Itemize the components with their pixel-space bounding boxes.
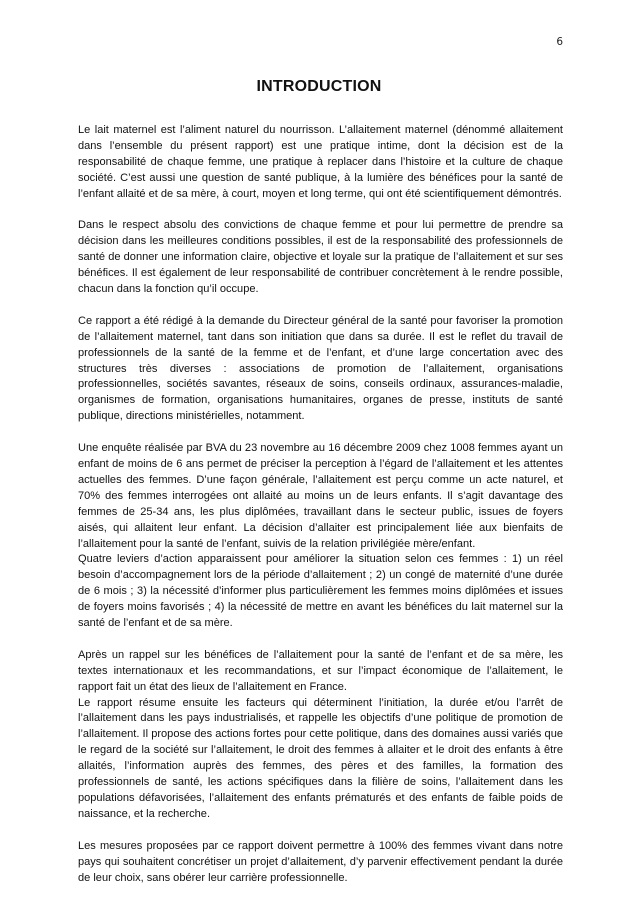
paragraph-rappel: Après un rappel sur les bénéfices de l’allaitement pour la santé de l’enfant et de sa mère, les textes internationaux et les recommandations, et sur l’impact économique de l’allaitement, le rapport fait un état des lieux de l’allaitement en France.	[78, 648, 563, 693]
paragraph-rapport: Ce rapport a été rédigé à la demande du Directeur général de la santé pour favoriser la promotion de l’allaitement maternel, tant dans son initiation que dans sa durée. Il est le reflet du travail de professionnels de la santé de la femme et de l’enfant, et d’une large concertation avec des structures très diverses : associations de promotion de l’allaitement, organisations professionnelles, sociétés savantes, réseaux de soins, conseils ordinaux, assurances-maladie, organismes de formation, organisations humanitaires, organes de presse, instituts de santé publique, directions ministérielles, notamment.	[78, 314, 563, 423]
body-text	[78, 123, 563, 886]
paragraph-intro: Le lait maternel est l’aliment naturel du nourrisson. L’allaitement maternel (dénommé allaitement dans l’ensemble du présent rapport) est une pratique intime, dont la décision est de la responsabilité de chaque femme, une pratique à replacer dans l’histoire et la culture de chaque société. C’est aussi une question de santé publique, à la lumière des bénéfices pour la santé de l’enfant allaité et de sa mère, à court, moyen et long terme, qui ont été scientifiquement démontrés.	[78, 124, 563, 200]
paragraph-leviers: Quatre leviers d’action apparaissent pour améliorer la situation selon ces femmes : 1) un réel besoin d’accompagnement lors de la période d’allaitement ; 2) un congé de maternité d’une durée de 6 mois ; 3) la nécessité d’informer plus particulièrement les femmes moins diplômées et issues de foyers moins favorisés ; 4) la nécessité de mettre en avant les bénéfices du lait maternel sur la santé de l’enfant et de sa mère.	[78, 553, 563, 630]
paragraph-enquete: Une enquête réalisée par BVA du 23 novembre au 16 décembre 2009 chez 1008 femmes ayant un enfant de moins de 6 ans permet de préciser la perception à l’égard de l’allaitement et les attentes actuelles des femmes. D’une façon générale, l’allaitement est perçu comme un acte naturel, et 70% des femmes interrogées ont allaité au moins un de leurs enfants. Il s’agit davantage des femmes de 25-34 ans, les plus diplômées, travaillant dans le secteur public, issues de foyers aisés, qui allaitent leur enfant. La décision d’allaiter est principalement liée aux bienfaits de l’allaitement pour la santé de l’enfant, suivis de la relation privilégiée mère/enfant.	[78, 442, 563, 550]
paragraph-mesures: Les mesures proposées par ce rapport doivent permettre à 100% des femmes vivant dans notre pays qui souhaitent concrétiser un projet d’allaitement, d’y parvenir effectivement pendant la durée de leur choix, sans obérer leur carrière professionnelle.	[78, 839, 563, 884]
paragraph-resume: Le rapport résume ensuite les facteurs qui déterminent l’initiation, la durée et/ou l’arrêt de l’allaitement dans les pays industrialisés, et rappelle les objectifs d’une politique de promotion de l’allaitement. Il propose des actions fortes pour cette politique, dans des domaines aussi variés que le regard de la société sur l’allaitement, le droit des femmes à allaiter et le droit des enfants à être allaités, l’information auprès des femmes, des pères et des familles, la formation des professionnels de santé, les actions spécifiques dans la filière de soins, l’allaitement dans les populations défavorisées, l’allaitement des enfants prématurés et des enfants de faible poids de naissance, et la recherche.	[78, 696, 563, 820]
page-number: 6	[556, 36, 563, 48]
page-title: INTRODUCTION	[256, 78, 382, 95]
paragraph-respect: Dans le respect absolu des convictions de chaque femme et pour lui permettre de prendre sa décision dans les meilleures conditions possibles, il est de la responsabilité des professionnels de santé de donner une information claire, objective et loyale sur la pratique de l’allaitement et sur ses bénéfices. Il est également de leur responsabilité de contribuer concrètement à le rendre possible, chacun dans la fonction qu’il occupe.	[78, 219, 563, 296]
